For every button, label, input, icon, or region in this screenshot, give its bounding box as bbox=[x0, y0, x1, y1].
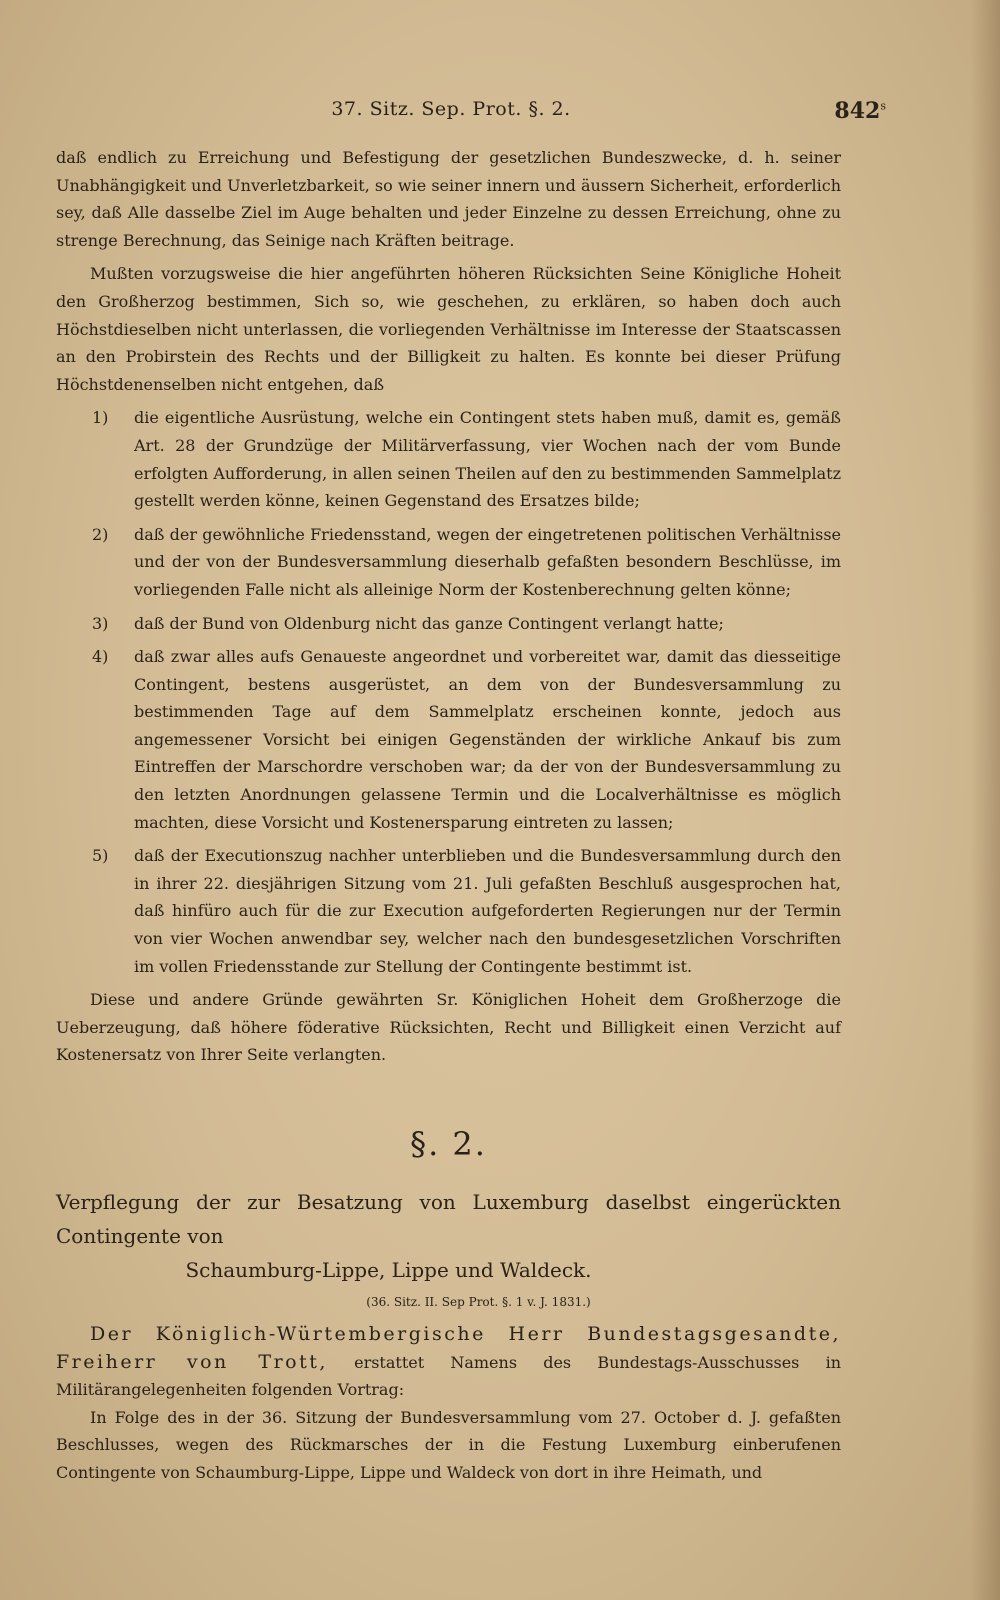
page-header bbox=[56, 98, 886, 138]
list-item-number: 4) bbox=[92, 647, 109, 667]
page-number: 842$^s$ bbox=[834, 98, 886, 124]
section-symbol: §. 2. bbox=[410, 1125, 487, 1163]
list-item bbox=[56, 643, 841, 836]
section-heading bbox=[56, 1185, 841, 1287]
section-heading-line1: Verpflegung der zur Besatzung von Luxemburg daselbst eingerückten Contingente von bbox=[56, 1190, 841, 1248]
section-2 bbox=[56, 1125, 841, 1487]
list-item-text: daß zwar alles aufs Genaueste angeordnet und vorbereitet war, damit das diesseitige Contingent, bestens ausgerüstet, an dem von der Bundesversammlung zu bestimmenden Tage auf dem Sammelplatz erscheinen konnte, jedoch aus angemessener Vorsicht bei einigen Gegenständen der wirkliche Ankauf bis zum Eintreffen der Marschordre verschoben war; da der von der Bundesversammlung zu den letzten Anordnungen gelassene Termin und die Localverhältnisse es möglich machten, diese Vorsicht und Kostenersparung eintreten zu lassen; bbox=[134, 647, 841, 832]
list-item-text: daß der Executionszug nachher unterblieben und die Bundesversammlung durch den in ihrer 22. diesjährigen Sitzung vom 21. Juli gefaßten Beschluß ausgesprochen hat, daß hinfüro auch für die zur Execution aufgeforderten Regierungen nur der Termin von vier Wochen anwendbar sey, welcher nach den bundesgesetzlichen Vorschriften im vollen Friedensstande zur Stellung der Contingente bestimmt ist. bbox=[134, 846, 841, 976]
page-edge-shadow bbox=[970, 0, 1000, 1600]
list-item-number: 3) bbox=[92, 613, 109, 633]
list-item-text: die eigentliche Ausrüstung, welche ein Contingent stets haben muß, damit es, gemäß Art. 28 der Grundzüge der Militärverfassung, vier Wochen nach der vom Bunde erfolgten Aufforderung, in allen seinen Theilen auf den zu bestimmenden Sammelplatz gestellt werden könne, keinen Gegenstand des Ersatzes bilde; bbox=[134, 408, 841, 511]
list-item-text: daß der gewöhnliche Friedensstand, wegen der eingetretenen politischen Verhältnisse und der von der Bundesversammlung dieserhalb gefaßten besondern Beschlüsse, im vorliegenden Falle nicht als alleinige Norm der Kostenberechnung gelten könne; bbox=[134, 524, 841, 599]
paragraph: Mußten vorzugsweise die hier angeführten höheren Rücksichten Seine Königliche Hoheit den Großherzog bestimmen, Sich so, wie geschehen, zu erklären, so haben doch auch Höchstdieselben nicht unterlassen, die vorliegenden Verhältnisse im Interesse der Staatscassen an den Probirstein des Rechts und der Billigkeit zu halten. Es konnte bei dieser Prüfung Höchstdenenselben nicht entgehen, daß bbox=[56, 264, 841, 394]
section-reference: (36. Sitz. II. Sep Prot. §. 1 v. J. 1831.) bbox=[366, 1295, 591, 1309]
paragraph: In Folge des in der 36. Sitzung der Bundesversammlung vom 27. October d. J. gefaßten Beschlusses, wegen des Rückmarsches der in die Festung Luxemburg einberufenen Contingente von Schaumburg-Lippe, Lippe und Waldeck von dort in ihre Heimath, und bbox=[56, 1407, 841, 1482]
section-heading-line2: Schaumburg-Lippe, Lippe und Waldeck. bbox=[185, 1258, 592, 1282]
body-text bbox=[56, 144, 841, 1069]
list-item-number: 1) bbox=[92, 408, 109, 428]
list-item bbox=[56, 404, 841, 514]
list-item bbox=[56, 521, 841, 604]
list-item bbox=[56, 610, 841, 638]
section-body bbox=[56, 1321, 841, 1487]
speaker-text: erstattet Namens des Bundestags-Ausschusses in Militärangelegenheiten folgenden Vortrag: bbox=[56, 1352, 841, 1400]
list-item bbox=[56, 842, 841, 980]
list-item-number: 2) bbox=[92, 524, 109, 544]
closing-paragraph: Diese und andere Gründe gewährten Sr. Königlichen Hoheit dem Großherzoge die Ueberzeugung, daß höhere föderative Rücksichten, Recht und Billigkeit einen Verzicht auf Kostenersatz von Ihrer Seite verlangten. bbox=[56, 990, 841, 1065]
running-title: 37. Sitz. Sep. Prot. §. 2. bbox=[331, 98, 571, 120]
paragraph: daß endlich zu Erreichung und Befestigung der gesetzlichen Bundeszwecke, d. h. seiner Unabhängigkeit und Unverletzbarkeit, so wie seiner innern und äussern Sicherheit, erforderlich sey, daß Alle dasselbe Ziel im Auge behalten und jeder Einzelne zu dessen Erreichung, ohne zu strenge Berechnung, das Seinige nach Kräften beitrage. bbox=[56, 148, 841, 250]
speaker-name: Der Königlich-Würtembergische Herr Bundestagsgesandte, Freiherr von Trott, bbox=[56, 1323, 841, 1373]
list-item-text: daß der Bund von Oldenburg nicht das ganze Contingent verlangt hatte; bbox=[134, 613, 724, 633]
paragraph bbox=[56, 1321, 841, 1404]
list-item-number: 5) bbox=[92, 846, 109, 866]
